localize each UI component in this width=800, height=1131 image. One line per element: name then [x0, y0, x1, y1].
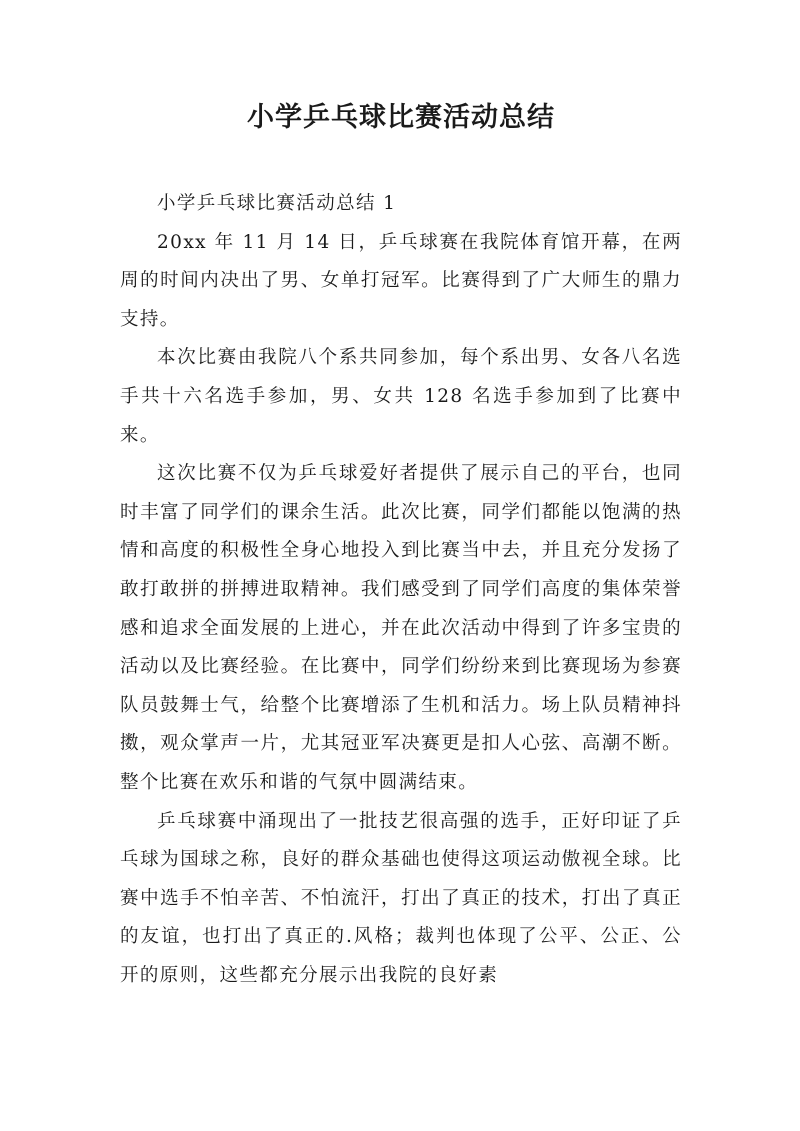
section-heading: 小学乒乓球比赛活动总结 1 — [157, 193, 397, 214]
paragraph-3: 这次比赛不仅为乒乓球爱好者提供了展示自己的平台，也同时丰富了同学们的课余生活。此次比赛，同学们都能以饱满的热情和高度的积极性全身心地投入到比赛当中去，并且充分发扬了敢打敢拼的拼搏进取精神。我们感受到了同学们高度的集体荣誉感和追求全面发展的上进心，并在此次活动中得到了许多宝贵的活动以及比赛经验。在比赛中，同学们纷纷来到比赛现场为参赛队员鼓舞士气，给整个比赛增添了生机和活力。场上队员精神抖擞，观众掌声一片，尤其冠亚军决赛更是扣人心弦、高潮不断。整个比赛在欢乐和谐的气氛中圆满结束。 — [120, 463, 682, 793]
paragraph-1: 20xx 年 11 月 14 日，乒乓球赛在我院体育馆开幕，在两周的时间内决出了男、女单打冠军。比赛得到了广大师生的鼎力支持。 — [120, 231, 682, 330]
document-body — [120, 185, 682, 995]
paragraph-2: 本次比赛由我院八个系共同参加，每个系出男、女各八名选手共十六名选手参加，男、女共 128 名选手参加到了比赛中来。 — [120, 347, 682, 446]
paragraph-4: 乒乓球赛中涌现出了一批技艺很高强的选手，正好印证了乒乓球为国球之称，良好的群众基础也使得这项运动傲视全球。比赛中选手不怕辛苦、不怕流汗，打出了真正的技术，打出了真正的友谊，也打出了真正的.风格；裁判也体现了公平、公正、公开的原则，这些都充分展示出我院的良好素 — [120, 810, 682, 986]
document-title: 小学乒乓球比赛活动总结 — [247, 102, 555, 133]
